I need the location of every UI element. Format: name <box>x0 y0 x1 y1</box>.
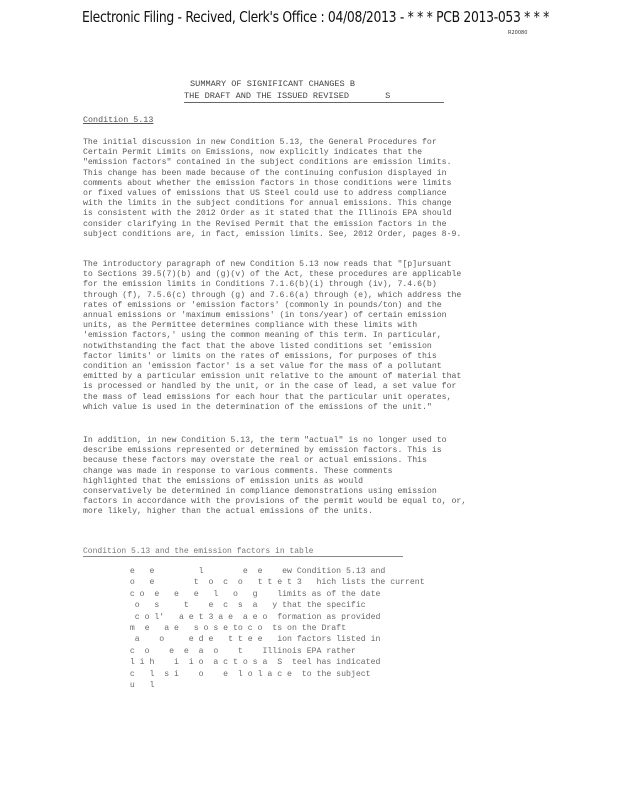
paragraph-1: The initial discussion in new Condition 5.13, the General Procedures for Certain Permit Limits on Emissions, now explicitly indicates that the "emission factors" contained in the subject conditions are emission limits. This change has been made because of the continuing confusion displayed in comments about whether the emission factors in those conditions were limits or fixed values of emissions that US Steel could use to address compliance with the limits in the subject conditions for annual emissions. This change is consistent with the 2012 Order as it stated that the Illinois EPA should consider clarifying in the Revised Permit that the emission factors in the subject conditions are, in fact, emission limits. See, 2012 Order, pages 8-9. <box>83 138 462 239</box>
document-title-line2: THE DRAFT AND THE ISSUED REVISED S <box>184 91 444 103</box>
stamp-id: R20080 <box>508 30 528 36</box>
filing-stamp: Electronic Filing - Recived, Clerk's Office : 04/08/2013 - * * * PCB 2013-053 * * * <box>82 8 550 26</box>
document-title-line1: SUMMARY OF SIGNIFICANT CHANGES B <box>190 79 356 89</box>
paragraph-3: In addition, in new Condition 5.13, the term "actual" is no longer used to describe emissions represented or determined by emission factors. This is because these factors may overstate the real or actual emissions. This change was made in response to various comments. These comments highlighted that the emissions of emission units as would conservatively be determined in compliance demonstrations using emission factors in accordance with the provisions of the permit would be equal to, or, more likely, higher than the actual emissions of the units. <box>83 436 467 517</box>
section-heading: Condition 5.13 <box>83 115 154 125</box>
partial-heading: Condition 5.13 and the emission factors in table <box>83 548 403 557</box>
paragraph-4-partial: e e l e e ew Condition 5.13 and o e t o c o t t e t 3 hich lists the current c o e e e l o g limits as of the date o s t e c s a y that the specific c o l' a e t 3 a e a e o formation as provided m e a e s o s e to c o ts on the Draft a o e d e t t e e ion factors listed in c o e e a o t Illinois EPA rather l i h i i o a c t o s a S teel has indicated c l s i o e l o l a c e to the subject u l <box>129 567 425 691</box>
paragraph-2: The introductory paragraph of new Condition 5.13 now reads that "[p]ursuant to Sections 39.5(7)(b) and (g)(v) of the Act, these procedures are applicable for the emission limits in Conditions 7.1.6(b)(i) through (iv), 7.4.6(b) through (f), 7.5.6(c) through (g) and 7.6.6(a) through (e), which address the rates of emissions or 'emission factors' (commonly in pounds/ton) and the annual emissions or 'maximum emissions' (in tons/year) of certain emission units, as the Permittee determines compliance with these limits with 'emission factors,' using the common meaning of this term. In particular, notwithstanding the fact that the above listed conditions set 'emission factor limits' or limits on the rates of emissions, for purposes of this condition an 'emission factor' is a set value for the mass of a pollutant emitted by a particular emission unit relative to the amount of material that is processed or handled by the unit, or in the case of lead, a set value for the mass of lead emissions for each hour that the particular unit operates, which value is used in the determination of the emissions of the unit." <box>83 260 462 412</box>
